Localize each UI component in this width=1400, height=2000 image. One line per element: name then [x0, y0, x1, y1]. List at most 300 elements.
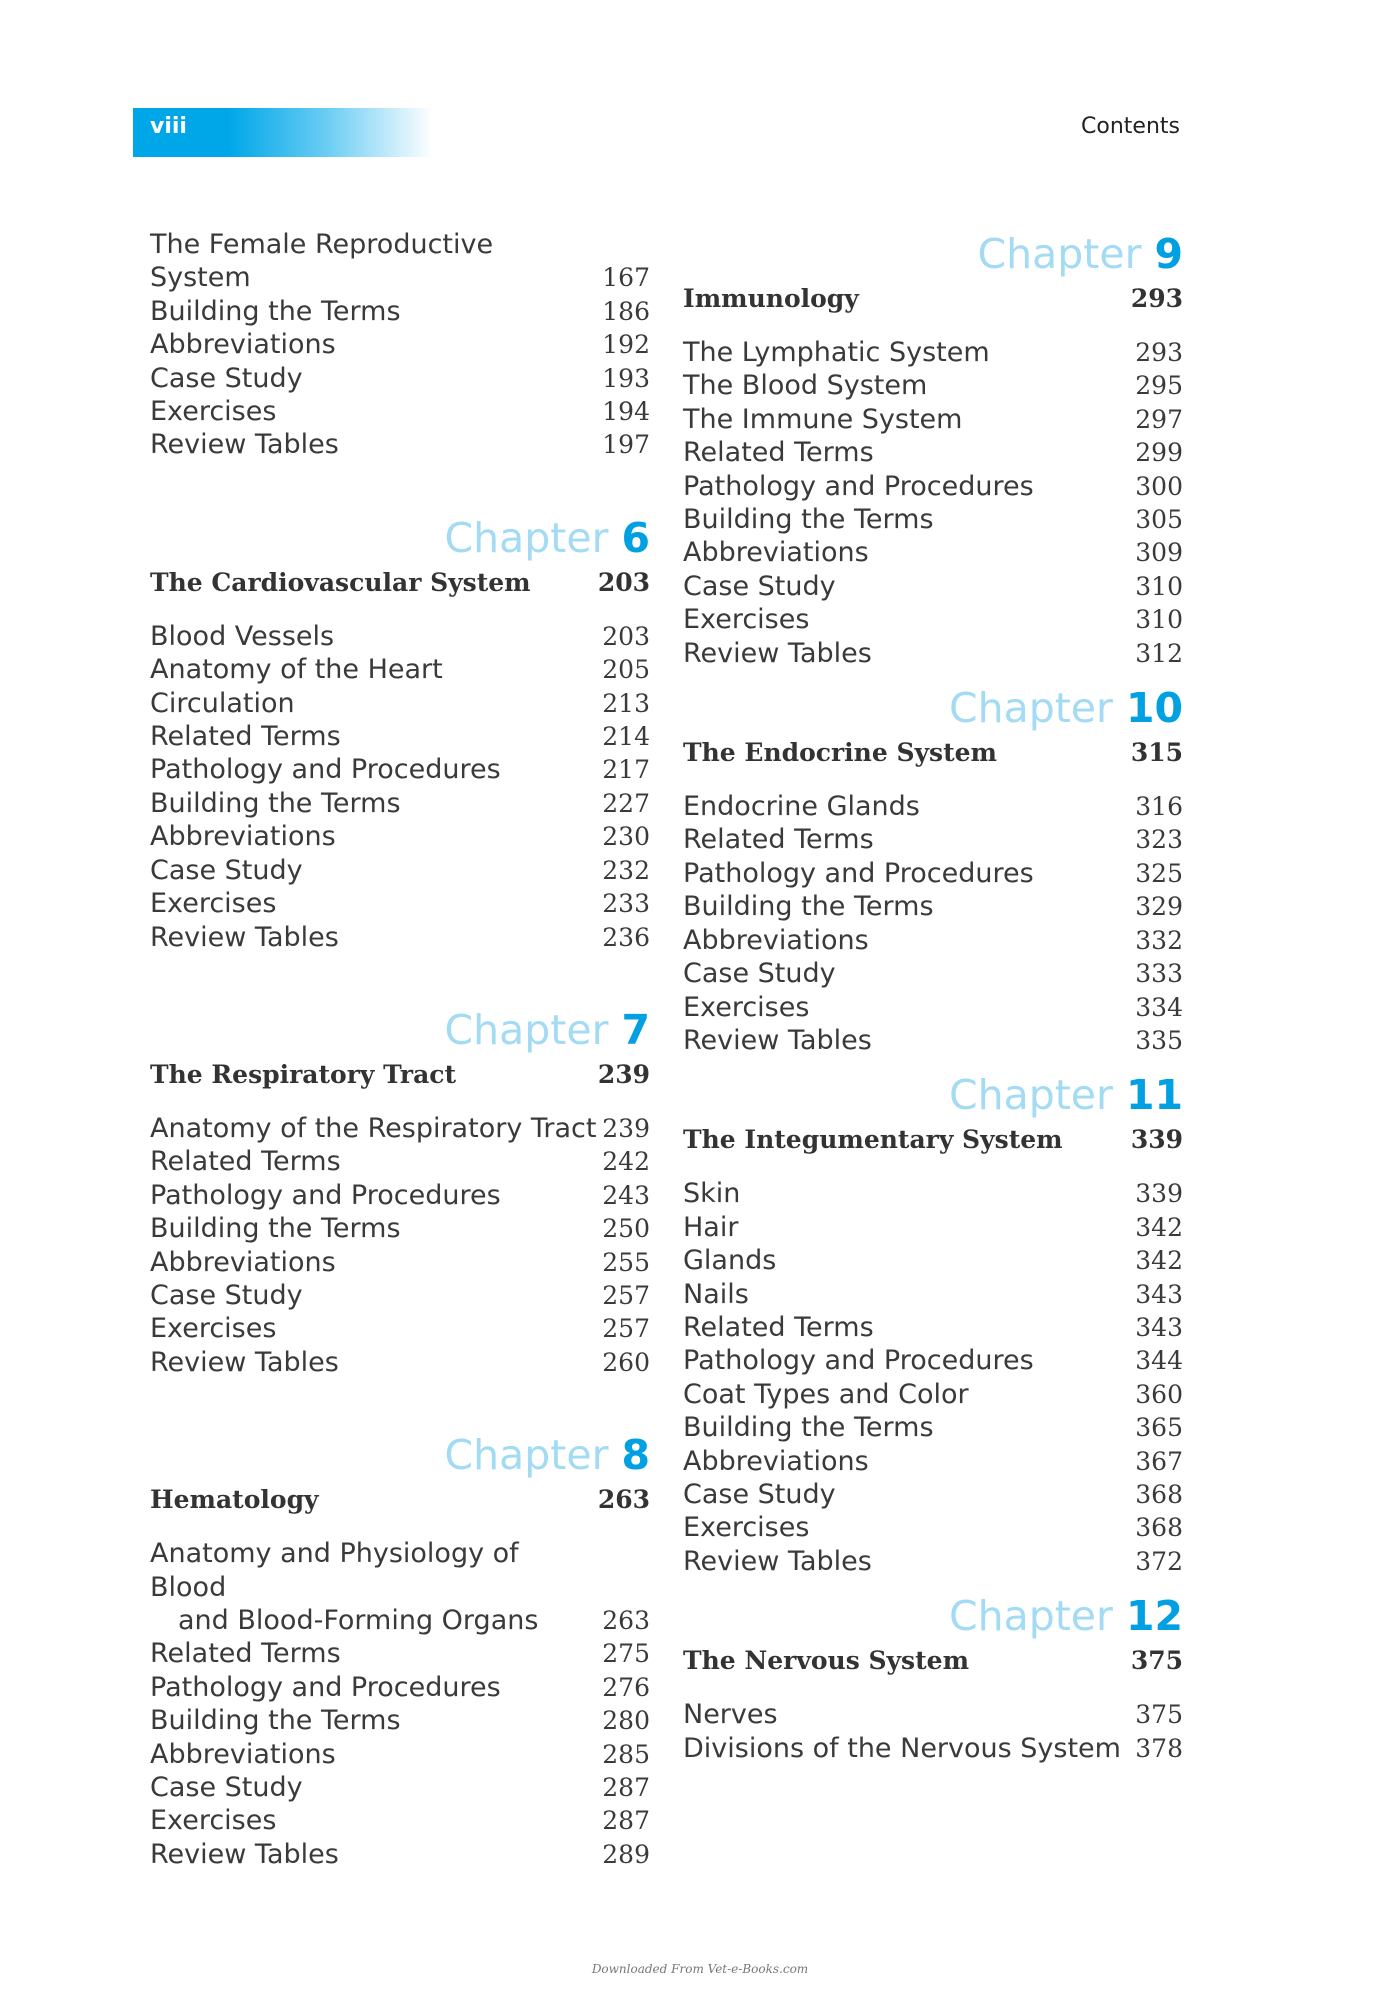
toc-entry-page: 236: [602, 922, 650, 952]
toc-entry-label: [683, 890, 934, 923]
chapter-title: [683, 282, 1183, 316]
toc-entry-label: [150, 1704, 401, 1737]
toc-entry: [150, 1179, 650, 1212]
chapter-entries: [150, 1112, 650, 1379]
chapter-title-text: The Respiratory Tract: [150, 1059, 457, 1089]
toc-entry-label-line: Abbreviations: [150, 821, 336, 853]
toc-entry-label-line: Review Tables: [150, 1346, 339, 1378]
toc-entry: [683, 603, 1183, 636]
toc-entry-page: 230: [602, 822, 650, 852]
toc-entry-label: [150, 228, 602, 295]
toc-entry-label-line: Review Tables: [150, 921, 339, 953]
toc-entry: [150, 687, 650, 720]
toc-entry-label-line: The Lymphatic System: [683, 337, 990, 368]
toc-entry-page: 339: [1135, 1179, 1183, 1209]
toc-entry-page: 205: [602, 655, 650, 685]
chapter-title: [150, 566, 650, 600]
toc-entry-label: [683, 603, 809, 636]
chapter-title-page: 339: [1130, 1125, 1183, 1155]
chapter-word: Chapter: [444, 513, 609, 562]
toc-entry-label: [683, 470, 1034, 503]
toc-entry-page: 197: [602, 430, 650, 460]
toc-entry: [150, 428, 650, 461]
toc-entry-page: 323: [1135, 825, 1183, 855]
chapter-title: [683, 1644, 1183, 1678]
toc-entry-label: [150, 887, 276, 920]
toc-entry-label: [683, 403, 962, 436]
toc-entry-label: [150, 295, 401, 328]
toc-entry-label-line: Related Terms: [683, 1311, 874, 1343]
toc-entry-page: 375: [1135, 1700, 1183, 1730]
toc-entry-label-line: Anatomy of the Respiratory Tract: [150, 1112, 597, 1144]
toc-entry-label: [683, 1511, 809, 1544]
toc-entry-label: [150, 753, 501, 786]
toc-entry-page: 192: [602, 330, 650, 360]
toc-entry-label-line: Exercises: [683, 991, 810, 1023]
toc-entry-page: 289: [602, 1839, 650, 1869]
toc-entry-page: 233: [602, 889, 650, 919]
toc-entry-page: 334: [1135, 992, 1183, 1022]
toc-entry-label-line: Related Terms: [683, 437, 874, 469]
toc-entry-label: [683, 823, 874, 856]
toc-entry-page: 167: [602, 263, 650, 293]
toc-entry-label-line: Case Study: [150, 854, 303, 886]
chapter-title-page: 375: [1130, 1646, 1183, 1676]
toc-entry-label: [683, 957, 836, 990]
toc-entry: [150, 1804, 650, 1837]
toc-entry: [683, 1244, 1183, 1277]
chapter-title-text: The Cardiovascular System: [150, 567, 531, 597]
toc-entry-label-line: Pathology and Procedures: [683, 1345, 1034, 1377]
chapter-entries: [150, 1537, 650, 1871]
toc-entry: [683, 1378, 1183, 1411]
toc-entry-label: [150, 328, 336, 361]
toc-entry-label: [683, 1732, 1121, 1765]
toc-entry-label: [683, 503, 934, 536]
toc-entry-page: 276: [602, 1672, 650, 1702]
toc-entry-label-line: Building the Terms: [150, 1213, 401, 1245]
toc-entry: [683, 503, 1183, 536]
toc-entry-page: 213: [602, 688, 650, 718]
toc-entry-label-line: Circulation: [150, 687, 295, 719]
toc-entry-label-line: Skin: [683, 1178, 741, 1210]
toc-entry-page: 227: [602, 788, 650, 818]
toc-entry-label-line: The Immune System: [683, 403, 963, 435]
toc-entry-page: 368: [1135, 1513, 1183, 1543]
toc-entry-page: 312: [1135, 638, 1183, 668]
toc-entry-label-line: Abbreviations: [150, 329, 336, 361]
toc-entry-label-line: Case Study: [150, 362, 303, 394]
toc-entry: [150, 1738, 650, 1771]
toc-entry-label: [150, 1637, 341, 1670]
toc-entry-label-line: Coat Types and Color: [683, 1378, 969, 1410]
toc-entry: [150, 1112, 650, 1145]
toc-entry: [683, 570, 1183, 603]
toc-entry: [150, 1312, 650, 1345]
toc-entry: [150, 1704, 650, 1737]
chapter-word: Chapter: [948, 684, 1113, 733]
toc-entry: [150, 753, 650, 786]
chapter-number: 12: [1125, 1592, 1183, 1641]
toc-entry-label: [150, 428, 339, 461]
toc-entry: [683, 637, 1183, 670]
toc-entry-label-line: Building the Terms: [683, 1412, 934, 1444]
toc-entry: [150, 1537, 650, 1637]
chapter-heading: [683, 682, 1183, 734]
toc-entry-label: [150, 1771, 303, 1804]
toc-entry-label: [683, 570, 836, 603]
toc-entry: [683, 790, 1183, 823]
toc-entry: [683, 890, 1183, 923]
toc-entry-label-line: Case Study: [683, 1478, 836, 1510]
chapter-entries: [683, 1177, 1183, 1578]
toc-entry-label: [150, 1838, 339, 1871]
toc-entry-label-line: The Female Reproductive System: [150, 229, 494, 294]
toc-entry-label-line: Abbreviations: [150, 1738, 336, 1770]
toc-entry-page: 203: [602, 621, 650, 651]
chapter-title-page: 239: [597, 1059, 650, 1089]
toc-entry: [683, 1411, 1183, 1444]
toc-entry-label-line: Pathology and Procedures: [150, 1671, 501, 1703]
chapter-number: 9: [1154, 230, 1183, 278]
toc-entry: [150, 1637, 650, 1670]
toc-entry: [683, 1024, 1183, 1057]
page-number: viii: [150, 114, 187, 139]
toc-entry-page: 193: [602, 363, 650, 393]
toc-entry-label: [150, 1312, 276, 1345]
toc-entry-label-line: The Blood System: [683, 370, 928, 402]
toc-entry: [150, 854, 650, 887]
toc-entry-label: [150, 1145, 341, 1178]
chapter-heading: [683, 1590, 1183, 1642]
toc-entry: [150, 1346, 650, 1379]
toc-entry-label: [683, 1698, 778, 1731]
toc-entry: [150, 1279, 650, 1312]
toc-entry-label-line: Abbreviations: [683, 1445, 869, 1477]
toc-entry-page: 309: [1135, 538, 1183, 568]
toc-entry: [150, 820, 650, 853]
chapter-section: [683, 682, 1183, 1057]
toc-entry-page: 299: [1135, 438, 1183, 468]
toc-entry: [683, 924, 1183, 957]
toc-entry-label-line: Case Study: [150, 1772, 303, 1803]
toc-entry: [150, 1145, 650, 1178]
toc-entry: [683, 536, 1183, 569]
toc-entry-label-line: Abbreviations: [683, 537, 869, 569]
toc-entry: [683, 957, 1183, 990]
toc-entry: [683, 369, 1183, 402]
chapter-word: Chapter: [977, 230, 1142, 278]
toc-entry: [683, 1478, 1183, 1511]
chapter-word: Chapter: [948, 1592, 1113, 1641]
toc-entry: [150, 720, 650, 753]
toc-entry-page: 232: [602, 855, 650, 885]
chapter-heading: [683, 1069, 1183, 1121]
toc-entry-page: 297: [1135, 404, 1183, 434]
toc-entry-page: 186: [602, 296, 650, 326]
chapter-title: [683, 1123, 1183, 1157]
toc-entry: [150, 653, 650, 686]
toc-entry-page: 243: [602, 1180, 650, 1210]
toc-entry-label-line: Related Terms: [150, 1146, 341, 1178]
toc-entry-page: 368: [1135, 1479, 1183, 1509]
toc-entry: [150, 1771, 650, 1804]
continued-entries: [150, 228, 650, 462]
toc-entry-label: [683, 536, 869, 569]
toc-entry-label: [150, 1212, 401, 1245]
toc-entry: [683, 336, 1183, 369]
footer-watermark: Downloaded From Vet-e-Books.com: [591, 1962, 809, 1976]
toc-entry-label: [150, 653, 443, 686]
toc-entry-page: 280: [602, 1706, 650, 1736]
chapter-word: Chapter: [948, 1071, 1113, 1120]
toc-entry-label: [150, 1112, 596, 1145]
chapter-title-text: The Endocrine System: [683, 738, 998, 768]
toc-entry-label-line: Building the Terms: [150, 787, 401, 819]
toc-entry: [683, 1344, 1183, 1377]
toc-entry: [683, 857, 1183, 890]
toc-entry-label-line: Case Study: [683, 958, 836, 990]
toc-column-left: [150, 228, 650, 1871]
toc-entry-page: 365: [1135, 1413, 1183, 1443]
toc-entry-page: 293: [1135, 338, 1183, 367]
toc-entry: [150, 1212, 650, 1245]
toc-entry-page: 214: [602, 722, 650, 752]
toc-entry-page: 335: [1135, 1025, 1183, 1055]
toc-entry-label: [683, 790, 920, 823]
toc-entry-page: 342: [1135, 1212, 1183, 1242]
toc-entry-label: [683, 1311, 874, 1344]
toc-entry: [683, 1445, 1183, 1478]
toc-entry-label: [150, 1537, 602, 1637]
toc-entry-label-line: Anatomy of the Heart: [150, 654, 443, 686]
toc-entry-label-line: Review Tables: [150, 1838, 339, 1870]
toc-entry-page: 332: [1135, 925, 1183, 955]
toc-entry: [150, 887, 650, 920]
toc-column-right: [683, 228, 1183, 1765]
toc-entry-label: [683, 1545, 872, 1578]
toc-entry-label: [150, 854, 303, 887]
toc-entry: [150, 1246, 650, 1279]
toc-entry: [683, 1511, 1183, 1544]
toc-entry-page: 372: [1135, 1546, 1183, 1576]
toc-entry-label: [150, 1279, 303, 1312]
toc-entry-page: 239: [602, 1113, 650, 1143]
toc-entry-label: [683, 1244, 776, 1277]
toc-entry: [683, 1211, 1183, 1244]
chapter-title-page: 263: [597, 1485, 650, 1515]
toc-entry-label: [683, 1211, 738, 1244]
toc-entry-page: 242: [602, 1147, 650, 1177]
chapter-section: [150, 1429, 650, 1871]
toc-entry-label-line: Exercises: [683, 604, 810, 636]
toc-entry-label-line: Review Tables: [150, 429, 339, 461]
toc-entry-label: [683, 924, 869, 957]
running-head: Contents: [1081, 114, 1180, 139]
toc-entry: [150, 1671, 650, 1704]
chapter-section: [150, 512, 650, 954]
toc-entry-page: 329: [1135, 892, 1183, 922]
toc-entry-page: 295: [1135, 371, 1183, 401]
toc-entry-page: 344: [1135, 1346, 1183, 1376]
toc-entry-label-line: Pathology and Procedures: [150, 754, 501, 786]
chapter-word: Chapter: [444, 1005, 609, 1054]
toc-entry-label-line: Anatomy and Physiology of Blood: [150, 1538, 519, 1603]
toc-entry-label: [150, 620, 334, 653]
toc-entry: [683, 1177, 1183, 1210]
toc-entry-label-line: Glands: [683, 1245, 777, 1277]
toc-entry: [150, 228, 650, 295]
toc-entry-label: [150, 1738, 336, 1771]
toc-entry-label: [150, 1246, 336, 1279]
chapter-section: [683, 1590, 1183, 1765]
toc-entry-label-line: Exercises: [683, 1512, 810, 1544]
toc-entry-label: [683, 991, 809, 1024]
toc-entry-label-line: Exercises: [150, 1805, 277, 1837]
toc-entry-label-line: Nerves: [683, 1699, 778, 1731]
toc-entry-label-line: Pathology and Procedures: [683, 470, 1034, 502]
toc-entry-page: 310: [1135, 605, 1183, 635]
toc-entry-label-line: Blood Vessels: [150, 620, 335, 652]
toc-entry-page: 300: [1135, 471, 1183, 501]
toc-entry-label: [683, 369, 927, 402]
chapter-heading: [150, 512, 650, 564]
toc-entry-label-line: Review Tables: [683, 637, 872, 669]
toc-entry-label-line: Building the Terms: [150, 1705, 401, 1737]
toc-entry-label-line: Abbreviations: [683, 924, 869, 956]
toc-entry-page: 342: [1135, 1246, 1183, 1276]
toc-entry-label: [683, 1411, 934, 1444]
toc-entry-label: [683, 336, 990, 369]
chapter-number: 10: [1125, 684, 1183, 733]
toc-entry-label: [150, 720, 341, 753]
toc-entry: [683, 991, 1183, 1024]
toc-entry-label-line: Related Terms: [150, 721, 341, 753]
toc-entry-page: 287: [602, 1806, 650, 1836]
chapter-heading: [683, 228, 1183, 280]
toc-entry-label: [683, 1278, 749, 1311]
chapter-title: [150, 1483, 650, 1517]
toc-entry-page: 194: [602, 397, 650, 427]
toc-entry: [150, 295, 650, 328]
toc-entry-label-line: Building the Terms: [683, 891, 934, 923]
chapter-title-page: 293: [1130, 284, 1183, 313]
toc-entry-label-line: Endocrine Glands: [683, 791, 920, 823]
toc-entry-label: [150, 1804, 276, 1837]
toc-entry-page: 325: [1135, 858, 1183, 888]
toc-entry: [150, 328, 650, 361]
toc-entry-label-line: and Blood-Forming Organs: [178, 1604, 539, 1636]
toc-entry-label-line: Review Tables: [683, 1545, 872, 1577]
toc-entry-label-line: Nails: [683, 1278, 749, 1310]
toc-entry-page: 367: [1135, 1446, 1183, 1476]
chapter-title-text: Hematology: [150, 1485, 319, 1515]
toc-entry-page: 217: [602, 755, 650, 785]
toc-entry-label: [150, 820, 336, 853]
chapter-title: [683, 736, 1183, 770]
toc-entry: [683, 1732, 1183, 1765]
chapter-heading: [150, 1004, 650, 1056]
toc-entry-page: 250: [602, 1214, 650, 1244]
chapter-number: 7: [621, 1005, 650, 1054]
toc-entry-page: 343: [1135, 1312, 1183, 1342]
toc-entry: [150, 1838, 650, 1871]
toc-entry-label: [150, 921, 339, 954]
toc-entry-label-line: Related Terms: [150, 1638, 341, 1670]
chapter-title-page: 203: [597, 567, 650, 597]
toc-entry-label-line: Related Terms: [683, 824, 874, 856]
toc-entry-label-line: Divisions of the Nervous System: [683, 1732, 1121, 1764]
chapter-entries: [683, 790, 1183, 1057]
toc-entry: [150, 921, 650, 954]
toc-entry-label: [150, 395, 276, 428]
chapter-section: [150, 1004, 650, 1379]
toc-entry-page: 333: [1135, 959, 1183, 989]
toc-entry-label: [150, 1671, 501, 1704]
toc-entry: [683, 1278, 1183, 1311]
toc-entry-label-line: Pathology and Procedures: [150, 1179, 501, 1211]
toc-entry-label-line: Exercises: [150, 888, 277, 920]
toc-entry-page: 263: [602, 1605, 650, 1635]
toc-entry-page: 255: [602, 1247, 650, 1277]
toc-entry-label: [683, 857, 1034, 890]
toc-entry-label-line: Exercises: [150, 396, 277, 428]
chapter-section: [683, 1069, 1183, 1578]
toc-entry-label: [683, 1177, 740, 1210]
toc-entry-label-line: Building the Terms: [683, 504, 934, 536]
toc-entry: [683, 403, 1183, 436]
chapter-title-text: The Nervous System: [683, 1646, 970, 1676]
toc-entry-label: [150, 362, 303, 395]
toc-entry-label-line: Abbreviations: [150, 1246, 336, 1278]
chapter-title-page: 315: [1130, 738, 1183, 768]
toc-entry-page: 285: [602, 1739, 650, 1769]
chapter-title: [150, 1058, 650, 1092]
toc-entry-label: [683, 1478, 836, 1511]
toc-entry-label: [683, 637, 872, 670]
toc-entry-label: [150, 687, 295, 720]
toc-entry-label-line: Pathology and Procedures: [683, 857, 1034, 889]
toc-entry-label-line: Building the Terms: [150, 295, 401, 327]
toc-entry-page: 260: [602, 1347, 650, 1377]
chapter-number: 11: [1125, 1071, 1183, 1120]
toc-entry-label-line: Case Study: [683, 570, 836, 602]
toc-entry-label: [683, 1445, 869, 1478]
toc-entry: [683, 436, 1183, 469]
toc-entry: [683, 1545, 1183, 1578]
chapter-word: Chapter: [444, 1431, 609, 1480]
toc-entry: [150, 395, 650, 428]
toc-entry-label: [683, 1024, 872, 1057]
toc-entry: [150, 362, 650, 395]
toc-entry-label-line: Hair: [683, 1211, 739, 1243]
chapter-entries: [683, 336, 1183, 670]
toc-entry-label: [683, 436, 874, 469]
chapter-number: 8: [621, 1431, 650, 1480]
toc-entry: [683, 470, 1183, 503]
toc-entry-label-line: Review Tables: [683, 1024, 872, 1056]
toc-entry-page: 287: [602, 1773, 650, 1802]
toc-entry-label-line: Case Study: [150, 1279, 303, 1311]
toc-entry: [150, 787, 650, 820]
chapter-section: [683, 228, 1183, 670]
toc-entry-page: 310: [1135, 571, 1183, 601]
toc-entry-page: 257: [602, 1280, 650, 1310]
toc-entry-page: 257: [602, 1314, 650, 1344]
toc-entry-label: [150, 1346, 339, 1379]
chapter-title-text: Immunology: [683, 284, 859, 313]
toc-entry: [683, 1311, 1183, 1344]
